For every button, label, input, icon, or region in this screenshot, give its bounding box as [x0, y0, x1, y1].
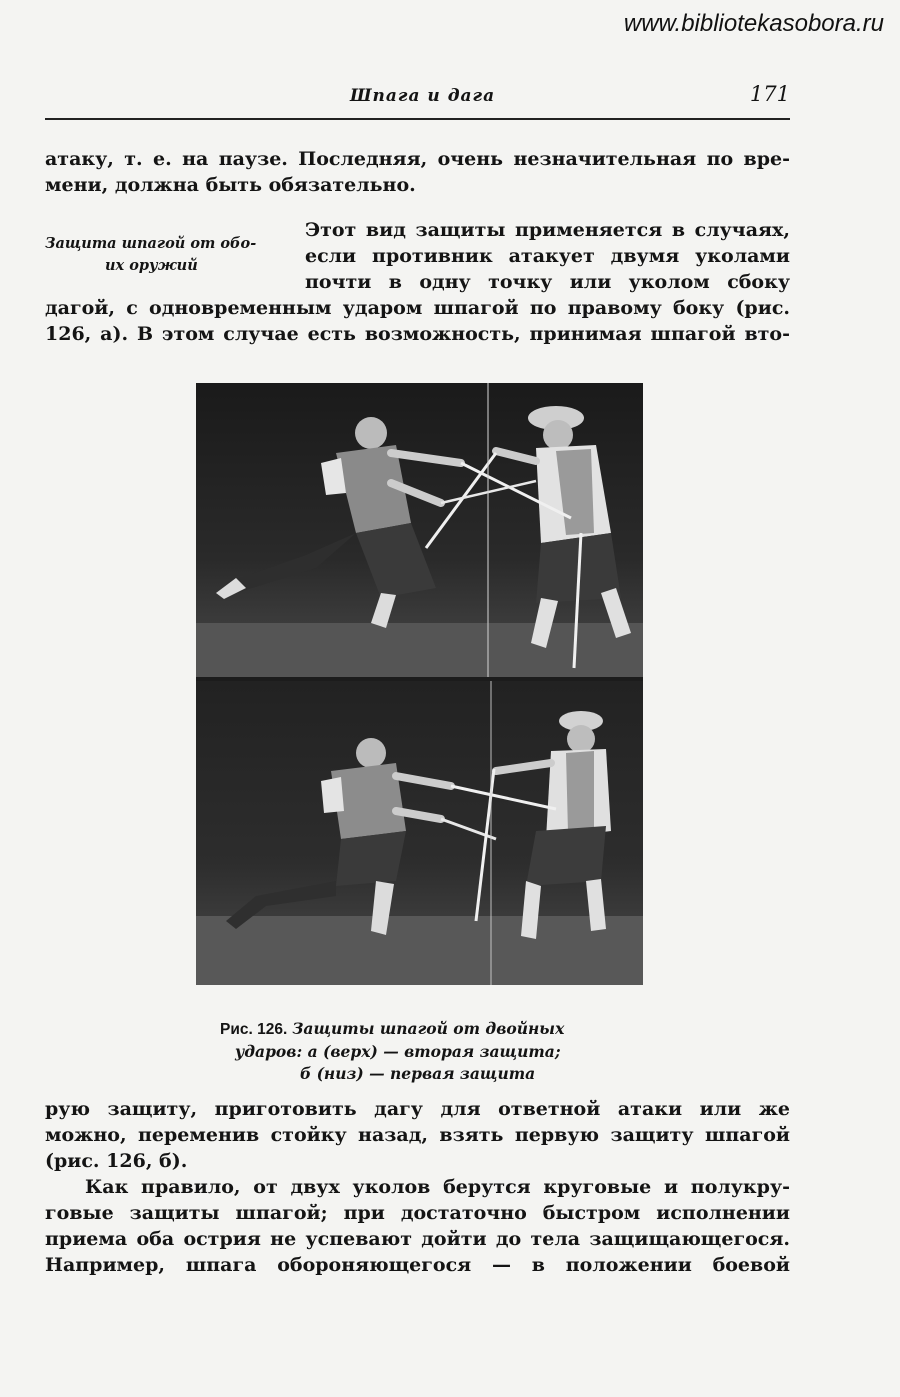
- intro-paragraph: [45, 146, 790, 198]
- text-line: почти в одну точку или уколом сбоку: [305, 271, 790, 293]
- figure-126: [196, 383, 643, 985]
- margin-note: [45, 233, 295, 277]
- text-line: атаку, т. е. на паузе. Последняя, очень незначительная по вре-: [45, 148, 790, 170]
- paragraph-1-wrap: [305, 217, 790, 295]
- paragraph-2: [45, 1096, 790, 1174]
- text-line: 126, а). В этом случае есть возможность, принимая шпагой вто-: [45, 323, 790, 345]
- caption-title: Защиты шпагой от двойных: [292, 1019, 565, 1038]
- text-line: приема оба острия не успевают дойти до тела защищающегося.: [45, 1228, 790, 1250]
- text-line: мени, должна быть обязательно.: [45, 174, 416, 196]
- paragraph-3: [45, 1174, 790, 1278]
- text-line: дагой, с одновременным ударом шпагой по правому боку (рис.: [45, 297, 790, 319]
- text-line: если противник атакует двумя уколами: [305, 245, 790, 267]
- caption-label: Рис. 126.: [220, 1021, 288, 1038]
- text-line: можно, переменив стойку назад, взять первую защиту шпагой: [45, 1124, 790, 1146]
- running-header: [45, 82, 790, 120]
- fencing-photo-bottom-icon: [196, 681, 643, 985]
- text-line: Как правило, от двух уколов берутся круговые и полукру-: [85, 1176, 790, 1198]
- fencing-photo-top-icon: [196, 383, 643, 677]
- running-title: Шпага и дага: [350, 86, 496, 106]
- text-line: Этот вид защиты применяется в случаях,: [305, 219, 790, 241]
- text-line: (рис. 126, б).: [45, 1150, 188, 1172]
- caption-line: [180, 1018, 650, 1041]
- margin-note-line: их оружий: [105, 257, 198, 274]
- figure-caption: [180, 1018, 650, 1085]
- caption-line: ударов: а (верх) — вторая защита;: [235, 1042, 561, 1061]
- paragraph-1-full: [45, 295, 790, 347]
- text-line: рую защиту, приготовить дагу для ответной атаки или же: [45, 1098, 790, 1120]
- site-watermark: www.bibliotekasobora.ru: [623, 10, 884, 37]
- margin-note-line: Защита шпагой от обо-: [45, 235, 257, 252]
- page-number: 171: [749, 82, 790, 106]
- caption-line: б (низ) — первая защита: [300, 1064, 536, 1083]
- text-line: говые защиты шпагой; при достаточно быстром исполнении: [45, 1202, 790, 1224]
- text-line: Например, шпага обороняющегося — в положении боевой: [45, 1254, 790, 1276]
